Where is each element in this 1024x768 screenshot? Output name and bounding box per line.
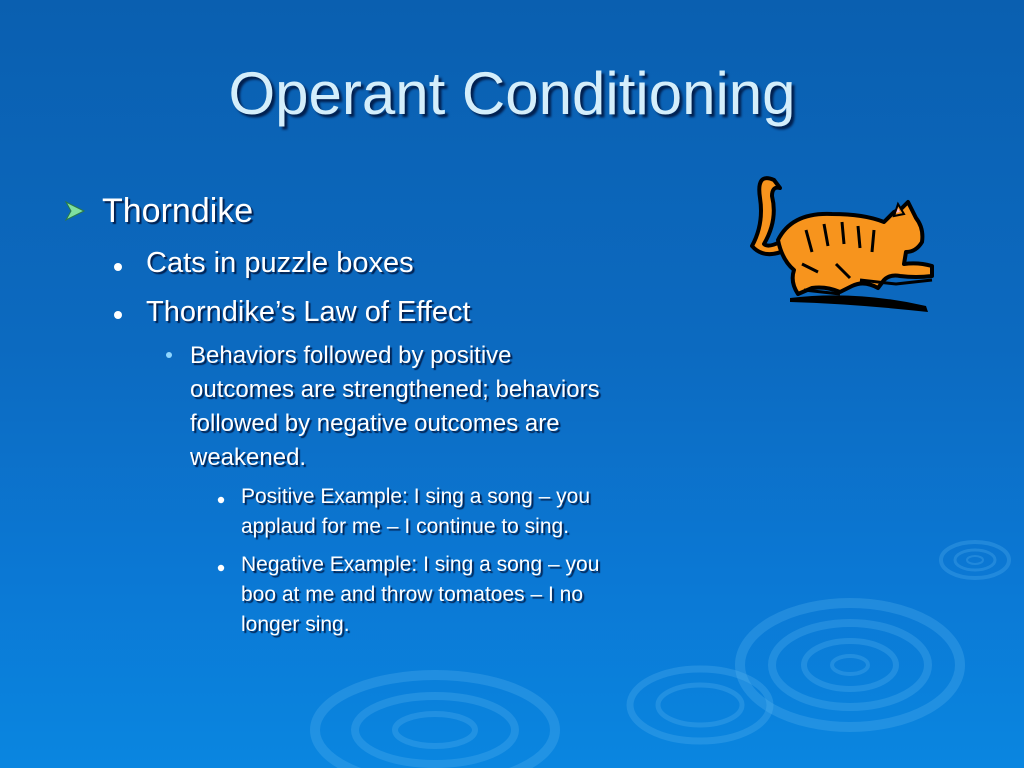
- small-dot-bullet-icon: [165, 351, 173, 359]
- level4-line: applaud for me – I continue to sing.: [241, 515, 570, 538]
- level3-line: weakened.: [190, 444, 307, 471]
- slide-title: Operant Conditioning: [228, 60, 796, 127]
- level2-text-1: Cats in puzzle boxes: [146, 247, 414, 279]
- level4-text-2: [241, 550, 599, 640]
- round-bullet-icon: [217, 496, 225, 504]
- round-bullet-icon: [113, 262, 123, 272]
- round-bullet-icon: [217, 564, 225, 572]
- level4-line: boo at me and throw tomatoes – I no: [241, 583, 584, 606]
- level3-line: followed by negative outcomes are: [190, 410, 560, 437]
- level4-line: longer sing.: [241, 613, 350, 636]
- orange-cat-clipart-icon: [746, 168, 942, 318]
- level4-line: Negative Example: I sing a song – you: [241, 553, 600, 576]
- level1-text: Thorndike: [102, 192, 254, 230]
- level3-text: [190, 339, 600, 475]
- level3-line: outcomes are strengthened; behaviors: [190, 376, 600, 403]
- arrowhead-bullet-icon: [64, 200, 86, 222]
- level2-text-2: Thorndike’s Law of Effect: [146, 296, 471, 328]
- level4-line: Positive Example: I sing a song – you: [241, 485, 591, 508]
- round-bullet-icon: [113, 310, 123, 320]
- level4-text-1: [241, 482, 590, 542]
- level3-line: Behaviors followed by positive: [190, 342, 512, 369]
